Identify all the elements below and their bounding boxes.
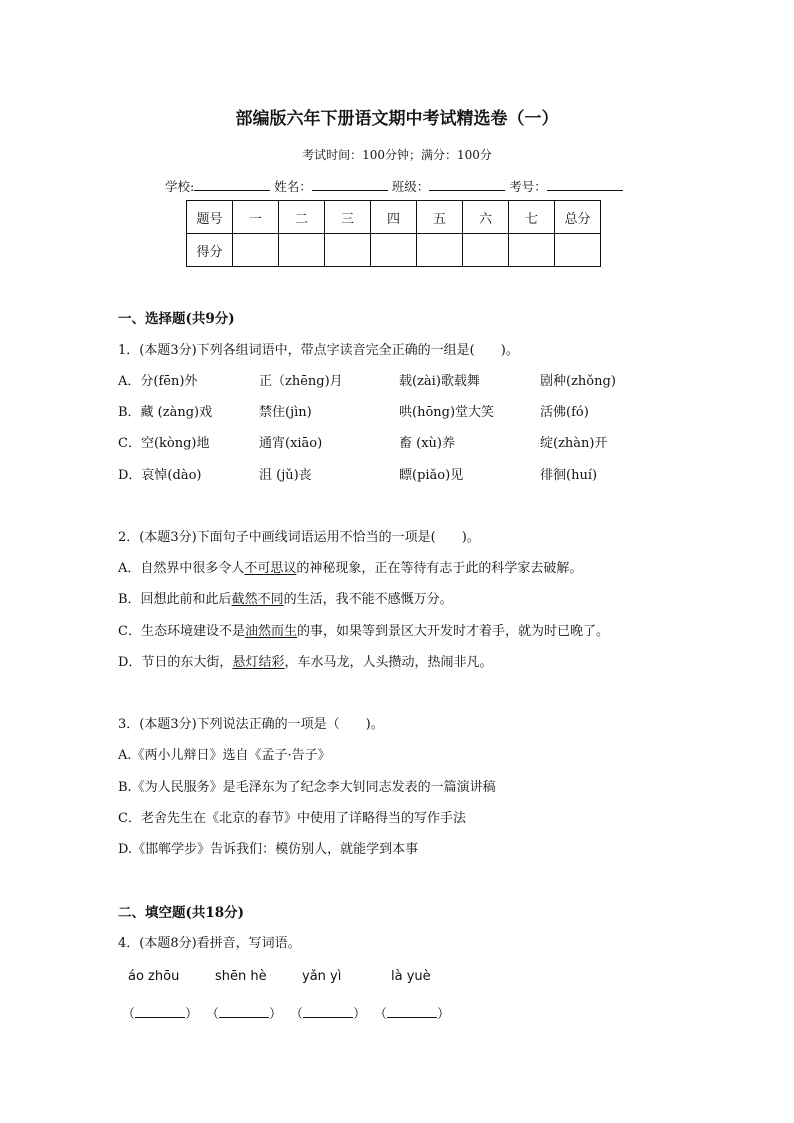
option-text: 瞟(piǎo)见 xyxy=(399,468,464,483)
underlined-word: 截然不同 xyxy=(231,592,284,607)
score-cell[interactable] xyxy=(325,234,371,267)
option-text: 沮 (jǔ)丧 xyxy=(259,468,312,483)
student-info-line xyxy=(165,177,623,195)
option-text: B．藏 (zàng)戏 xyxy=(118,405,213,420)
score-table xyxy=(186,200,601,267)
option-text xyxy=(118,588,453,607)
table-cell: 一 xyxy=(233,201,279,234)
option-text: 剧种(zhǒng) xyxy=(540,374,616,389)
underlined-word: 油然而生 xyxy=(244,624,297,639)
underlined-word: 不可思议 xyxy=(244,561,297,576)
option-suffix: 的事，如果等到景区大开发时才着手，就为时已晚了。 xyxy=(296,624,609,639)
score-cell[interactable] xyxy=(371,234,417,267)
pinyin-label: yǎn yì xyxy=(302,969,342,984)
option-text: 载(zài)歌载舞 xyxy=(399,374,480,389)
table-cell: 二 xyxy=(279,201,325,234)
page-title: 部编版六年下册语文期中考试精选卷（一） xyxy=(235,109,559,129)
table-cell: 四 xyxy=(371,201,417,234)
question-stem: 2．(本题3分)下面句子中画线词语运用不恰当的一项是( )。 xyxy=(118,530,480,545)
exam-no-blank[interactable] xyxy=(547,178,623,191)
option-text: C．空(kòng)地 xyxy=(118,436,210,451)
answer-blank[interactable]: （ ） xyxy=(290,1007,367,1022)
underlined-word: 悬灯结彩 xyxy=(232,655,285,670)
exam-no-label: 考号： xyxy=(509,179,547,194)
pinyin-label: áo zhōu xyxy=(128,969,180,984)
option-text: D．哀悼(dào) xyxy=(118,468,202,483)
pinyin-label: là yuè xyxy=(391,969,431,984)
question-stem: 4．(本题8分)看拼音，写词语。 xyxy=(118,936,301,951)
table-cell: 三 xyxy=(325,201,371,234)
table-cell: 七 xyxy=(509,201,555,234)
score-cell[interactable] xyxy=(555,234,601,267)
option-text xyxy=(118,651,492,670)
answer-blank[interactable]: （ ） xyxy=(374,1007,451,1022)
table-cell: 六 xyxy=(463,201,509,234)
name-label: 姓名： xyxy=(274,179,312,194)
answer-blank[interactable]: （ ） xyxy=(122,1007,199,1022)
pinyin-label: shēn hè xyxy=(215,969,267,984)
option-suffix: 的生活，我不能不感慨万分。 xyxy=(283,592,453,607)
section-heading: 一、选择题(共9分) xyxy=(118,311,235,327)
score-cell[interactable] xyxy=(279,234,325,267)
exam-subtitle: 考试时间：100分钟；满分：100分 xyxy=(302,148,492,162)
option-text: A．分(fēn)外 xyxy=(118,374,198,389)
option-text: 畜 (xù)养 xyxy=(399,436,455,451)
question-stem: 3．(本题3分)下列说法正确的一项是（ )。 xyxy=(118,717,384,732)
option-text: 绽(zhàn)开 xyxy=(540,436,608,451)
option-prefix: C．生态环境建设不是 xyxy=(118,624,245,639)
score-cell[interactable] xyxy=(417,234,463,267)
name-blank[interactable] xyxy=(312,178,388,191)
option-prefix: B．回想此前和此后 xyxy=(118,592,232,607)
table-cell: 五 xyxy=(417,201,463,234)
school-label: 学校: xyxy=(165,179,195,194)
class-label: 班级： xyxy=(391,179,430,194)
class-blank[interactable] xyxy=(429,178,505,191)
question-stem: 1．(本题3分)下列各组词语中，带点字读音完全正确的一组是( )。 xyxy=(118,343,519,358)
option-text: D.《邯郸学步》告诉我们：模仿别人，就能学到本事 xyxy=(118,842,419,857)
option-text: 哄(hōng)堂大笑 xyxy=(399,405,495,420)
option-suffix: ，车水马龙，人头攒动，热闹非凡。 xyxy=(284,655,493,670)
option-text: 徘徊(huí) xyxy=(540,468,598,483)
option-text: 正（zhēng)月 xyxy=(259,374,343,389)
option-prefix: D．节日的东大街， xyxy=(118,655,233,670)
score-table-score-row xyxy=(187,234,601,267)
option-text: 活佛(fó) xyxy=(540,405,589,420)
option-text: B.《为人民服务》是毛泽东为了纪念李大钊同志发表的一篇演讲稿 xyxy=(118,780,496,795)
option-text: A.《两小儿辩日》选自《孟子·告子》 xyxy=(118,748,331,763)
answer-blank[interactable]: （ ） xyxy=(206,1007,283,1022)
option-suffix: 的神秘现象，正在等待有志于此的科学家去破解。 xyxy=(296,561,583,576)
score-table-header-row xyxy=(187,201,601,234)
table-cell: 总分 xyxy=(555,201,601,234)
score-cell[interactable] xyxy=(463,234,509,267)
option-text xyxy=(118,557,582,576)
option-text: C．老舍先生在《北京的春节》中使用了详略得当的写作手法 xyxy=(118,811,466,826)
table-cell: 得分 xyxy=(187,234,233,267)
option-text: 禁住(jìn) xyxy=(259,405,312,420)
table-cell: 题号 xyxy=(187,201,233,234)
score-cell[interactable] xyxy=(233,234,279,267)
score-cell[interactable] xyxy=(509,234,555,267)
option-prefix: A．自然界中很多令人 xyxy=(118,561,245,576)
school-blank[interactable] xyxy=(194,178,270,191)
section-heading: 二、填空题(共18分) xyxy=(118,905,245,921)
option-text: 通宵(xiāo) xyxy=(259,436,323,451)
option-text xyxy=(118,620,609,639)
